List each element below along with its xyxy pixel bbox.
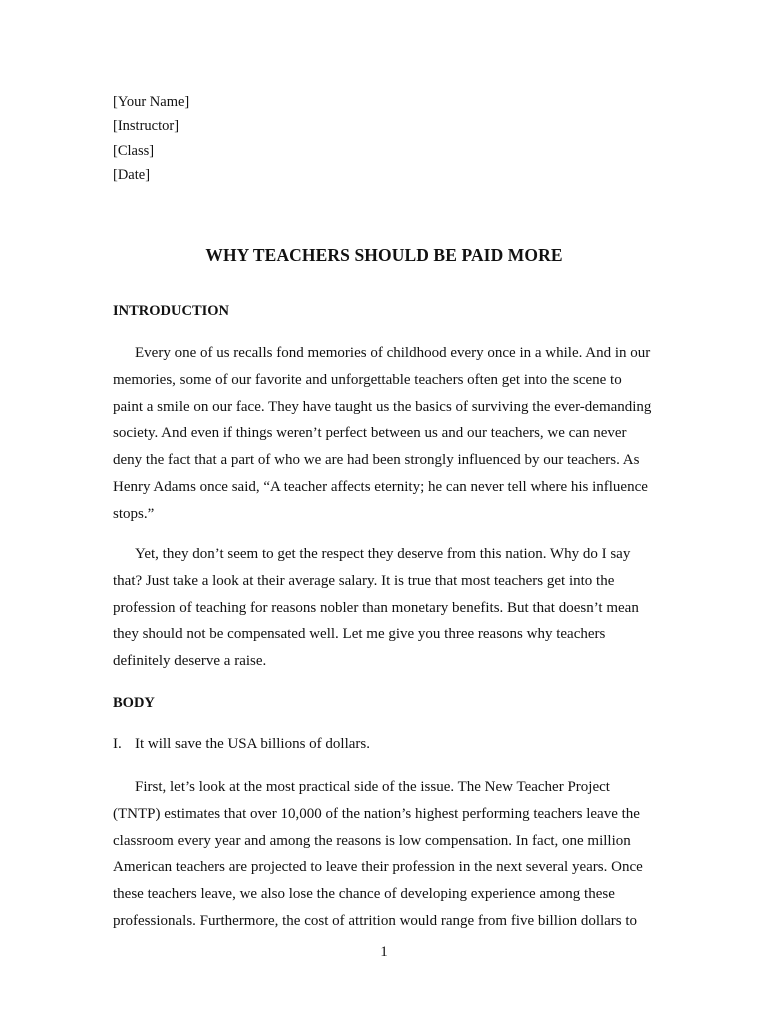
paragraph-line: profession of teaching for reasons nobler than monetary benefits. But that doesn’t mean bbox=[113, 599, 639, 616]
paragraph-line: classroom every year and among the reasons is low compensation. In fact, one million bbox=[113, 832, 631, 849]
list-item-text: It will save the USA billions of dollars. bbox=[135, 736, 370, 752]
paragraph-line: that? Just take a look at their average salary. It is true that most teachers get into the bbox=[113, 572, 615, 589]
paragraph-line: Every one of us recalls fond memories of childhood every once in a while. And in our bbox=[135, 345, 651, 361]
paragraph-line: they should not be compensated well. Let me give you three reasons why teachers bbox=[113, 626, 606, 643]
header-class: [Class] bbox=[113, 142, 155, 159]
paragraph-line: Henry Adams once said, “A teacher affects eternity; he can never tell where his influence bbox=[113, 478, 648, 495]
paragraph-line: these teachers leave, we also lose the chance of developing experience among these bbox=[113, 886, 615, 903]
page-number: 1 bbox=[380, 944, 388, 960]
header-date: [Date] bbox=[113, 166, 151, 183]
document-title: WHY TEACHERS SHOULD BE PAID MORE bbox=[205, 245, 563, 265]
paragraph-line: deny the fact that a part of who we are had been strongly influenced by our teachers. As bbox=[113, 452, 640, 469]
paragraph-line: (TNTP) estimates that over 10,000 of the nation’s highest performing teachers leave the bbox=[113, 805, 640, 822]
paragraph-line: professionals. Furthermore, the cost of attrition would range from five billion dollars to bbox=[113, 912, 638, 929]
list-marker: I. bbox=[113, 736, 122, 752]
body-point-1 bbox=[113, 736, 370, 753]
student-header bbox=[113, 90, 189, 187]
paragraph-line: First, let’s look at the most practical side of the issue. The New Teacher Project bbox=[135, 779, 610, 795]
paragraph-line: Yet, they don’t seem to get the respect they deserve from this nation. Why do I say bbox=[135, 546, 631, 562]
body-heading: BODY bbox=[113, 695, 155, 711]
paragraph-line: American teachers are projected to leave their profession in the next several years. Once bbox=[113, 859, 643, 876]
header-instructor: [Instructor] bbox=[113, 118, 180, 135]
header-name: [Your Name] bbox=[113, 94, 190, 110]
introduction-paragraph-2 bbox=[113, 541, 658, 675]
paragraph-line: society. And even if things weren’t perfect between us and our teachers, we can never bbox=[113, 425, 627, 442]
introduction-heading: INTRODUCTION bbox=[113, 303, 230, 319]
paragraph-line: memories, some of our favorite and unforgettable teachers often get into the scene to bbox=[113, 371, 622, 388]
paragraph-line: paint a smile on our face. They have taught us the basics of surviving the ever-demanding bbox=[113, 398, 652, 415]
paragraph-line: definitely deserve a raise. bbox=[113, 653, 267, 670]
body-paragraph-1 bbox=[113, 774, 658, 935]
paragraph-line: stops.” bbox=[113, 505, 155, 522]
introduction-paragraph-1 bbox=[113, 340, 658, 528]
